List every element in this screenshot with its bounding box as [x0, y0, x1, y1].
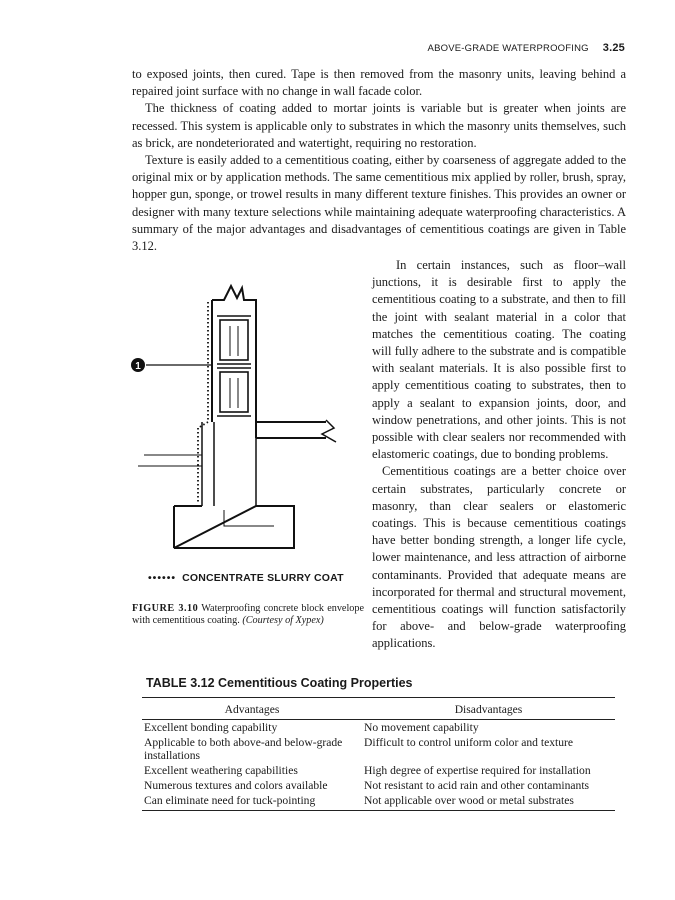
paragraph: In certain instances, such as floor–wall junctions, it is desirable first to apply the cementitious coating to a substrate, and then to fill the joint with sealant material in a color that matches the cementitious coating. The coating will fully adhere to the substrate and is compatible with sealant materials. It is also possible first to apply cementitious coating to substrates, then to apply a sealant to expansion joints, door, and window penetrations, and other joints. This is not possible with clear sealers nor recommended with elastomeric coatings, due to bonding problems.: [372, 258, 626, 462]
paragraph: to exposed joints, then cured. Tape is then removed from the masonry units, leaving behind a repaired joint surface with no change in wall facade color.: [132, 67, 626, 99]
legend-dots: ••••••: [148, 572, 177, 584]
floor-slab: [256, 422, 326, 438]
foundation-wall-diagram: [124, 280, 364, 600]
paragraph: Cementitious coatings are a better choice over certain substrates, particularly concrete or masonry, than clear sealers or elastomeric coatings. This is because cementitious coatings have better bonding strength, a longer life cycle, lower maintenance, and less attraction of airborne contaminants. Provided that adequate means are incorporated for thermal and structural movement, cementitious coatings will function satisfactorily for above- and below-grade waterproofing applications.: [372, 464, 626, 651]
properties-table: [142, 697, 615, 811]
footing: [174, 506, 294, 548]
advantage-cell: Applicable to both above-and below-grade installations: [144, 736, 343, 762]
legend-text: CONCENTRATE SLURRY COAT: [182, 572, 344, 584]
caption-text: Waterproofing concrete block envelope with cementitious coating.: [132, 603, 364, 627]
table-header-row: [142, 698, 615, 720]
table-row: [142, 778, 615, 793]
table-title: TABLE 3.12 Cementitious Coating Properties: [146, 676, 413, 690]
body-text: [132, 66, 626, 255]
figure-legend: [148, 572, 344, 584]
running-title: ABOVE-GRADE WATERPROOFING: [427, 43, 589, 54]
figure-label: FIGURE 3.10: [132, 603, 199, 614]
disadvantage-cell: No movement capability: [364, 721, 479, 734]
table-row: [142, 793, 615, 811]
table-row: [142, 763, 615, 778]
disadvantage-cell: Difficult to control uniform color and texture: [364, 736, 574, 749]
figure-caption: [132, 603, 364, 628]
paragraph: Texture is easily added to a cementitious coating, either by coarseness of aggregate added to the original mix or by application methods. The same cementitious mix applied by roller, brush, spray, hopper gun, sponge, or trowel results in many different texture finishes. This provides an owner or designer with many texture selections while maintaining adequate waterproofing characteristics. A summary of the major advantages and disadvantages of cementitious coatings are given in Table 3.12.: [132, 153, 626, 254]
caption-credit: (Courtesy of Xypex): [242, 615, 324, 627]
page-number: 3.25: [602, 42, 625, 54]
advantage-cell: Can eliminate need for tuck-pointing: [142, 793, 362, 811]
column-header: Advantages: [142, 698, 362, 720]
foundation-wall: [202, 422, 256, 506]
table-row: [142, 720, 615, 736]
disadvantage-cell: High degree of expertise required for installation: [364, 764, 591, 777]
table-row: [142, 735, 615, 763]
paragraph: The thickness of coating added to mortar joints is variable but is greater when joints are recessed. This system is applicable only to substrates in which the masonry units themselves, such as brick, are nondeteriorated and watertight, requiring no restoration.: [132, 101, 626, 150]
advantage-cell: Excellent weathering capabilities: [144, 764, 298, 777]
masonry-block: [220, 320, 248, 360]
running-header: [428, 42, 625, 54]
advantage-cell: Numerous textures and colors available: [144, 779, 328, 792]
right-column-text: [372, 257, 626, 653]
column-header: Disadvantages: [362, 698, 615, 720]
advantage-cell: Excellent bonding capability: [144, 721, 278, 734]
masonry-block: [220, 372, 248, 412]
disadvantage-cell: Not resistant to acid rain and other contaminants: [364, 779, 590, 792]
callout-number: 1: [135, 361, 141, 372]
disadvantage-cell: Not applicable over wood or metal substrates: [362, 793, 615, 811]
block-wall-outline: [212, 286, 326, 422]
